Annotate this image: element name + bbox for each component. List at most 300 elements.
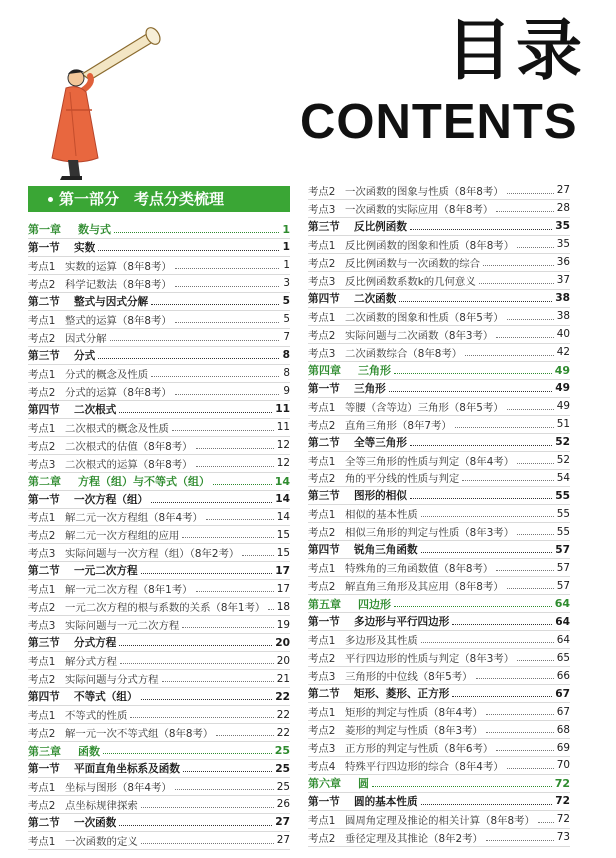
toc-section-entry[interactable] [308, 380, 570, 398]
toc-point-entry[interactable] [308, 200, 570, 218]
page-title-english: CONTENTS [300, 95, 578, 149]
dot-leader [517, 463, 554, 464]
entry-title: 一次函数的实际应用（8年8考） [345, 203, 494, 216]
dot-leader [130, 717, 273, 718]
entry-title: 解二元一次方程组的应用 [65, 530, 180, 543]
toc-point-entry[interactable] [28, 257, 290, 275]
dot-leader [421, 642, 554, 643]
dot-leader [196, 466, 274, 467]
entry-page-number: 1 [282, 222, 290, 236]
entry-page-number: 12 [276, 457, 290, 470]
entry-page-number: 70 [556, 759, 570, 772]
entry-page-number: 52 [555, 436, 570, 449]
toc-point-entry[interactable] [308, 344, 570, 362]
entry-page-number: 35 [556, 238, 570, 251]
dot-leader [507, 768, 554, 769]
entry-label: 考点3 [308, 275, 336, 288]
toc-point-entry[interactable] [308, 452, 570, 470]
entry-title: 垂径定理及其推论（8年2考） [345, 832, 483, 845]
entry-label: 第四节 [28, 403, 60, 416]
entry-title: 三角形的中位线（8年5考） [345, 671, 473, 684]
entry-page-number: 27 [275, 816, 290, 829]
toc-point-entry[interactable] [28, 455, 290, 473]
dot-leader [141, 843, 274, 844]
entry-title: 分式方程 [74, 637, 117, 650]
toc-point-entry[interactable] [28, 616, 290, 634]
entry-page-number: 37 [556, 274, 570, 287]
dot-leader [206, 519, 274, 520]
part-banner-text: 第一部分 考点分类梳理 [59, 190, 225, 208]
entry-label: 考点2 [28, 332, 56, 345]
entry-title: 特殊角的三角函数值（8年8考） [345, 563, 494, 576]
dot-leader [507, 319, 554, 320]
dot-leader [421, 552, 553, 553]
entry-page-number: 28 [556, 202, 570, 215]
toc-section-entry[interactable] [28, 239, 290, 257]
toc-section-entry[interactable] [308, 613, 570, 631]
entry-page-number: 42 [556, 346, 570, 359]
toc-point-entry[interactable] [28, 509, 290, 527]
dot-leader [410, 229, 552, 230]
entry-page-number: 11 [276, 421, 290, 434]
entry-page-number: 55 [556, 507, 570, 520]
toc-point-entry[interactable] [28, 526, 290, 544]
toc-section-entry[interactable] [28, 347, 290, 365]
toc-point-entry[interactable] [308, 308, 570, 326]
entry-page-number: 67 [556, 705, 570, 718]
entry-label: 考点2 [28, 799, 56, 812]
entry-label: 第一节 [28, 763, 60, 776]
entry-page-number: 72 [555, 795, 570, 808]
entry-page-number: 55 [556, 525, 570, 538]
entry-label: 考点2 [308, 832, 336, 845]
entry-label: 考点1 [308, 707, 336, 720]
dot-leader [175, 789, 274, 790]
dot-leader [196, 591, 274, 592]
dot-leader [486, 732, 554, 733]
entry-label: 考点2 [28, 386, 56, 399]
entry-label: 考点2 [308, 185, 336, 198]
entry-title: 实际问题与一次方程（组）（8年2考） [65, 548, 240, 561]
entry-page-number: 49 [556, 400, 570, 413]
entry-page-number: 38 [555, 292, 570, 305]
toc-point-entry[interactable] [28, 275, 290, 293]
entry-label: 第一章 [28, 223, 61, 237]
toc-section-entry[interactable] [28, 760, 290, 778]
entry-label: 第二节 [308, 436, 340, 449]
toc-chapter-entry[interactable] [308, 595, 570, 613]
entry-page-number: 64 [555, 615, 570, 628]
entry-page-number: 11 [275, 403, 290, 416]
toc-chapter-entry[interactable] [28, 742, 290, 760]
toc-point-entry[interactable] [308, 703, 570, 721]
toc-section-entry[interactable] [28, 401, 290, 419]
toc-section-entry[interactable] [308, 218, 570, 236]
entry-title: 反比例函数 [354, 220, 407, 233]
entry-title: 三角形 [354, 382, 386, 395]
entry-label: 考点1 [28, 314, 56, 327]
entry-title: 整式与因式分解 [74, 295, 149, 308]
bullet-icon [48, 197, 53, 202]
dot-leader [496, 211, 553, 212]
entry-title: 矩形的判定与性质（8年4考） [345, 707, 483, 720]
entry-label: 考点3 [308, 671, 336, 684]
toc-section-entry[interactable] [28, 562, 290, 580]
toc-point-entry[interactable] [308, 416, 570, 434]
entry-title: 分式的概念及性质 [65, 368, 149, 381]
entry-label: 考点3 [308, 203, 336, 216]
entry-title: 菱形的判定与性质（8年3考） [345, 725, 483, 738]
toc-point-entry[interactable] [308, 559, 570, 577]
entry-page-number: 7 [283, 331, 290, 344]
entry-title: 不等式的性质 [65, 710, 128, 723]
entry-title: 数与式 [78, 223, 111, 237]
toc-point-entry[interactable] [308, 631, 570, 649]
dot-leader [268, 609, 274, 610]
toc-point-entry[interactable] [308, 505, 570, 523]
entry-label: 考点1 [28, 512, 56, 525]
entry-label: 第一节 [308, 616, 340, 629]
dot-leader [421, 516, 554, 517]
dot-leader [182, 627, 273, 628]
entry-title: 二次根式 [74, 403, 117, 416]
dot-leader [172, 430, 274, 431]
entry-label: 考点2 [28, 602, 56, 615]
entry-title: 三角形 [358, 364, 391, 378]
toc-point-entry[interactable] [308, 470, 570, 488]
entry-label: 考点3 [28, 620, 56, 633]
entry-page-number: 68 [556, 723, 570, 736]
dot-leader [119, 412, 272, 413]
toc-point-entry[interactable] [308, 667, 570, 685]
toc-point-entry[interactable] [308, 182, 570, 200]
entry-title: 图形的相似 [354, 490, 407, 503]
toc-point-entry[interactable] [308, 829, 570, 847]
toc-point-entry[interactable] [308, 254, 570, 272]
entry-page-number: 40 [556, 328, 570, 341]
dot-leader [394, 373, 552, 374]
entry-label: 考点4 [308, 760, 336, 773]
dot-leader [151, 376, 279, 377]
toc-chapter-entry[interactable] [308, 362, 570, 380]
toc-point-entry[interactable] [28, 670, 290, 688]
entry-label: 第一节 [28, 241, 60, 254]
entry-title: 二次函数综合（8年8考） [345, 347, 463, 360]
toc-section-entry[interactable] [308, 487, 570, 505]
entry-page-number: 14 [275, 493, 290, 506]
toc-point-entry[interactable] [28, 544, 290, 562]
entry-page-number: 20 [276, 654, 290, 667]
entry-title: 反比例函数与一次函数的综合 [345, 257, 481, 270]
dot-leader [399, 301, 552, 302]
entry-page-number: 27 [276, 834, 290, 847]
entry-page-number: 22 [276, 708, 290, 721]
dot-leader [538, 822, 554, 823]
entry-page-number: 52 [556, 454, 570, 467]
entry-title: 实际问题与一元二次方程 [65, 620, 180, 633]
toc-point-entry[interactable] [28, 383, 290, 401]
toc-point-entry[interactable] [308, 272, 570, 290]
entry-page-number: 65 [556, 651, 570, 664]
entry-title: 四边形 [358, 597, 391, 611]
entry-title: 一次函数 [74, 816, 117, 829]
entry-title: 一次函数的定义 [65, 835, 138, 848]
toc-chapter-entry[interactable] [308, 775, 570, 793]
entry-label: 第一节 [308, 382, 340, 395]
entry-title: 实数的运算（8年8考） [65, 260, 172, 273]
entry-page-number: 17 [276, 582, 290, 595]
toc-point-entry[interactable] [308, 739, 570, 757]
entry-label: 考点1 [308, 311, 336, 324]
dot-leader [389, 391, 552, 392]
entry-page-number: 64 [554, 597, 570, 611]
entry-title: 解二元一次方程组（8年4考） [65, 512, 203, 525]
toc-point-entry[interactable] [28, 419, 290, 437]
dot-leader [394, 606, 552, 607]
entry-page-number: 18 [276, 600, 290, 613]
dot-leader [114, 232, 279, 233]
entry-page-number: 1 [283, 259, 290, 272]
entry-page-number: 5 [283, 313, 290, 326]
toc-section-entry[interactable] [28, 293, 290, 311]
toc-section-entry[interactable] [308, 290, 570, 308]
entry-label: 考点1 [308, 509, 336, 522]
toc-point-entry[interactable] [28, 652, 290, 670]
entry-label: 考点1 [28, 656, 56, 669]
entry-label: 考点2 [308, 653, 336, 666]
toc-point-entry[interactable] [28, 329, 290, 347]
entry-page-number: 54 [556, 471, 570, 484]
entry-label: 考点1 [28, 835, 56, 848]
dot-leader [120, 663, 274, 664]
entry-title: 因式分解 [65, 332, 107, 345]
entry-page-number: 21 [276, 672, 290, 685]
entry-page-number: 12 [276, 439, 290, 452]
dot-leader [455, 427, 554, 428]
entry-title: 解一元二次方程（8年1考） [65, 584, 193, 597]
entry-title: 平面直角坐标系及函数 [74, 763, 180, 776]
entry-label: 考点2 [308, 527, 336, 540]
entry-label: 第二节 [28, 565, 60, 578]
dot-leader [507, 409, 554, 410]
toc-section-entry[interactable] [28, 688, 290, 706]
entry-page-number: 17 [275, 564, 290, 577]
entry-label: 考点1 [28, 368, 56, 381]
entry-title: 一元二次方程的根与系数的关系（8年1考） [65, 602, 266, 615]
entry-label: 第四章 [308, 364, 341, 378]
dot-leader [119, 825, 272, 826]
toc-point-entry[interactable] [308, 236, 570, 254]
entry-page-number: 72 [556, 813, 570, 826]
toc-point-entry[interactable] [308, 811, 570, 829]
dot-leader [242, 555, 273, 556]
entry-title: 多边形与平行四边形 [354, 616, 450, 629]
entry-title: 整式的运算（8年8考） [65, 314, 172, 327]
toc-point-entry[interactable] [28, 724, 290, 742]
dot-leader [183, 771, 272, 772]
entry-title: 直角三角形（8年7考） [345, 419, 452, 432]
toc-point-entry[interactable] [28, 437, 290, 455]
entry-title: 相似三角形的判定与性质（8年3考） [345, 527, 515, 540]
entry-label: 考点3 [28, 458, 56, 471]
dot-leader [182, 537, 273, 538]
entry-label: 考点2 [308, 419, 336, 432]
toc-section-entry[interactable] [28, 814, 290, 832]
toc-section-entry[interactable] [28, 491, 290, 509]
toc-point-entry[interactable] [28, 580, 290, 598]
toc-point-entry[interactable] [308, 326, 570, 344]
entry-page-number: 73 [556, 831, 570, 844]
entry-title: 分式的运算（8年8考） [65, 386, 172, 399]
entry-label: 考点2 [28, 674, 56, 687]
dot-leader [141, 699, 273, 700]
entry-label: 考点3 [308, 347, 336, 360]
toc-point-entry[interactable] [308, 721, 570, 739]
toc-point-entry[interactable] [28, 706, 290, 724]
toc-point-entry[interactable] [28, 778, 290, 796]
entry-label: 第一节 [308, 795, 340, 808]
dot-leader [496, 337, 553, 338]
entry-title: 解直角三角形及其应用（8年8考） [345, 581, 504, 594]
entry-label: 第三章 [28, 744, 61, 758]
toc-point-entry[interactable] [28, 832, 290, 850]
entry-page-number: 35 [555, 220, 570, 233]
dot-leader [162, 681, 274, 682]
dot-leader [175, 286, 279, 287]
entry-label: 第四节 [308, 292, 340, 305]
entry-page-number: 38 [556, 310, 570, 323]
entry-title: 解一元一次不等式组（8年8考） [65, 728, 214, 741]
entry-page-number: 8 [282, 349, 290, 362]
entry-page-number: 49 [555, 382, 570, 395]
entry-title: 反比例函数的图象和性质（8年8考） [345, 239, 515, 252]
dot-leader [98, 250, 279, 251]
toc-chapter-entry[interactable] [28, 473, 290, 491]
entry-label: 第六章 [308, 777, 341, 791]
entry-page-number: 3 [283, 277, 290, 290]
dot-leader [496, 750, 553, 751]
dot-leader [452, 696, 552, 697]
toc-point-entry[interactable] [28, 598, 290, 616]
entry-label: 考点2 [308, 581, 336, 594]
toc-point-entry[interactable] [308, 649, 570, 667]
entry-label: 考点2 [308, 473, 336, 486]
entry-label: 考点1 [308, 563, 336, 576]
dot-leader [507, 193, 554, 194]
toc-chapter-entry[interactable] [28, 221, 290, 239]
dot-leader [476, 678, 554, 679]
entry-title: 平行四边形的性质与判定（8年3考） [345, 653, 515, 666]
toc-section-entry[interactable] [308, 434, 570, 452]
entry-title: 实际问题与二次函数（8年3考） [345, 329, 494, 342]
entry-label: 考点2 [308, 725, 336, 738]
entry-page-number: 22 [276, 726, 290, 739]
entry-label: 考点1 [308, 814, 336, 827]
entry-page-number: 1 [282, 241, 290, 254]
entry-title: 圆 [358, 777, 369, 791]
dot-leader [479, 283, 554, 284]
entry-label: 第三节 [308, 490, 340, 503]
entry-label: 第一节 [28, 493, 60, 506]
entry-title: 科学记数法（8年8考） [65, 278, 172, 291]
toc-point-entry[interactable] [308, 757, 570, 775]
entry-page-number: 25 [274, 744, 290, 758]
page-title-chinese: 目录 [446, 12, 586, 89]
dot-leader [103, 753, 272, 754]
toc-point-entry[interactable] [28, 796, 290, 814]
entry-page-number: 57 [555, 543, 570, 556]
entry-page-number: 57 [556, 579, 570, 592]
toc-point-entry[interactable] [28, 365, 290, 383]
entry-page-number: 20 [275, 636, 290, 649]
dot-leader [486, 714, 554, 715]
toc-point-entry[interactable] [308, 523, 570, 541]
toc-section-entry[interactable] [28, 634, 290, 652]
entry-title: 角的平分线的性质与判定 [345, 473, 460, 486]
dot-leader [421, 804, 553, 805]
entry-label: 考点2 [28, 728, 56, 741]
entry-title: 等腰（含等边）三角形（8年5考） [345, 401, 504, 414]
entry-title: 二次根式的运算（8年8考） [65, 458, 193, 471]
entry-title: 特殊平行四边形的综合（8年4考） [345, 760, 504, 773]
entry-label: 第二节 [28, 295, 60, 308]
entry-label: 第四节 [28, 691, 60, 704]
entry-label: 第二节 [28, 816, 60, 829]
entry-page-number: 19 [276, 618, 290, 631]
entry-page-number: 5 [282, 295, 290, 308]
entry-page-number: 36 [556, 256, 570, 269]
dot-leader [496, 570, 553, 571]
entry-page-number: 26 [276, 798, 290, 811]
toc-point-entry[interactable] [28, 311, 290, 329]
entry-label: 考点3 [308, 743, 336, 756]
entry-title: 函数 [78, 744, 100, 758]
toc-right-column [308, 182, 570, 847]
entry-label: 考点2 [28, 440, 56, 453]
entry-page-number: 51 [556, 418, 570, 431]
dot-leader [141, 573, 273, 574]
dot-leader [213, 484, 272, 485]
toc-point-entry[interactable] [308, 577, 570, 595]
entry-title: 方程（组）与不等式（组） [78, 475, 210, 489]
entry-label: 考点1 [308, 635, 336, 648]
entry-label: 第二节 [308, 688, 340, 701]
entry-title: 圆周角定理及推论的相关计算（8年8考） [345, 814, 535, 827]
entry-label: 考点1 [28, 782, 56, 795]
dot-leader [483, 265, 554, 266]
entry-title: 反比例函数系数k的几何意义 [345, 275, 476, 288]
entry-title: 一元二次方程 [74, 565, 138, 578]
toc-point-entry[interactable] [308, 398, 570, 416]
toc-section-entry[interactable] [308, 793, 570, 811]
entry-page-number: 25 [275, 762, 290, 775]
entry-title: 相似的基本性质 [345, 509, 418, 522]
entry-page-number: 25 [276, 780, 290, 793]
toc-section-entry[interactable] [308, 541, 570, 559]
dot-leader [151, 304, 279, 305]
toc-section-entry[interactable] [308, 685, 570, 703]
entry-page-number: 69 [556, 741, 570, 754]
entry-title: 不等式（组） [74, 691, 138, 704]
entry-title: 一次函数的图象与性质（8年8考） [345, 185, 504, 198]
dot-leader [410, 498, 552, 499]
entry-label: 第二章 [28, 475, 61, 489]
entry-label: 考点1 [308, 455, 336, 468]
entry-label: 考点2 [28, 530, 56, 543]
entry-title: 锐角三角函数 [354, 544, 418, 557]
entry-page-number: 8 [283, 367, 290, 380]
dot-leader [119, 645, 272, 646]
